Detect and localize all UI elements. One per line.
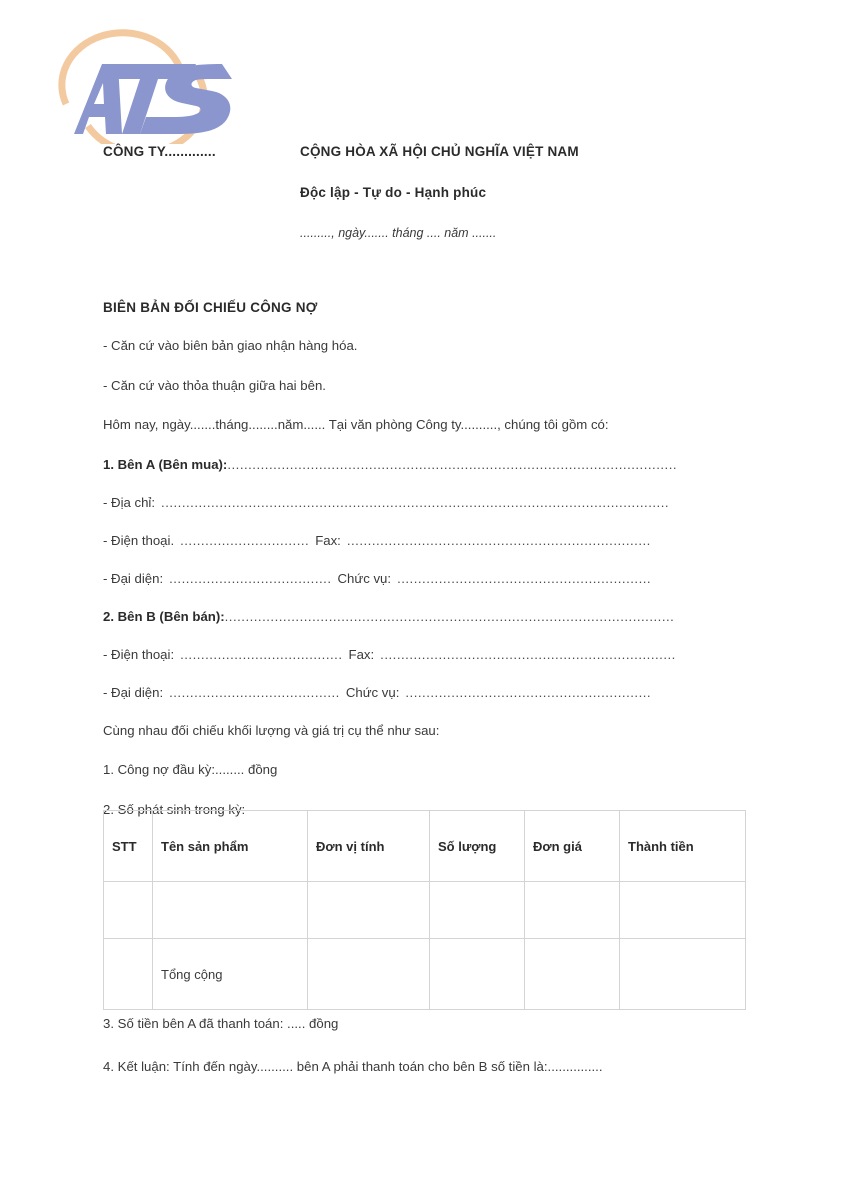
cell-total-unit-price[interactable] [525,939,620,1010]
party-a-heading-dots: ............................................................................................................ [227,456,678,472]
nation-motto: Độc lập - Tự do - Hạnh phúc [300,185,487,200]
cell-total-label: Tổng cộng [153,939,308,1010]
party-a-phone-dots: ............................... [180,532,310,548]
party-b-phone-row [103,647,745,662]
party-b-fax-dots: ....................................................................... [380,646,676,662]
party-a-heading-row [103,457,745,472]
cell-unit[interactable] [308,882,430,939]
party-a-position-dots: ............................................................. [397,570,652,586]
today-line: Hôm nay, ngày.......tháng........năm...... Tại văn phòng Công ty.........., chúng tôi gồm có: [103,417,609,432]
document-footer [103,1016,745,1101]
date-line: ........., ngày....... tháng .... năm ....... [300,226,497,240]
cell-product[interactable] [153,882,308,939]
cell-stt[interactable] [104,882,153,939]
preamble-line-1: - Căn cứ vào biên bản giao nhận hàng hóa. [103,338,358,353]
party-b-fax-label: Fax: [348,646,375,662]
column-header-unit: Đơn vị tính [308,811,430,882]
party-b-phone-label: - Điện thoại: [103,646,175,662]
party-a-phone-row [103,533,745,548]
product-table [103,810,746,1010]
party-a-fax-dots: ......................................................................... [346,532,651,548]
document-body [103,300,745,841]
cell-total-unit[interactable] [308,939,430,1010]
cell-total-quantity[interactable] [430,939,525,1010]
preamble-line-2: - Căn cứ vào thỏa thuận giữa hai bên. [103,377,326,393]
party-b-position-label: Chức vụ: [345,684,400,700]
party-a-rep-row [103,571,745,586]
party-b-heading: 2. Bên B (Bên bán): [103,608,225,624]
table-row-total [104,939,746,1010]
column-header-product: Tên sản phẩm [153,811,308,882]
party-b-rep-dots: ......................................... [169,684,340,700]
party-a-rep-label: - Đại diện: [103,570,164,586]
party-b-heading-dots: ............................................................................................................ [224,608,675,624]
table-row [104,882,746,939]
party-a-address-label: - Địa chỉ: [103,494,156,510]
nation-title: CỘNG HÒA XÃ HỘI CHỦ NGHĨA VIỆT NAM [300,144,579,159]
cell-amount[interactable] [620,882,746,939]
party-a-phone-label: - Điện thoại. [103,532,175,548]
cell-quantity[interactable] [430,882,525,939]
table-header-row [104,811,746,882]
cell-total-amount[interactable] [620,939,746,1010]
item-3-paid-amount: 3. Số tiền bên A đã thanh toán: ..... đồng [103,1016,339,1031]
column-header-amount: Thành tiền [620,811,746,882]
party-a-address-dots: .......................................................................................................................... [161,494,670,510]
party-a-heading: 1. Bên A (Bên mua): [103,456,228,472]
item-4-conclusion: 4. Kết luận: Tính đến ngày.......... bên A phải thanh toán cho bên B số tiền là:............... [103,1058,603,1074]
cell-unit-price[interactable] [525,882,620,939]
item-1-opening-debt: 1. Công nợ đầu kỳ:........ đồng [103,762,278,777]
party-b-rep-row [103,685,745,700]
party-a-fax-label: Fax: [315,532,341,548]
party-b-position-dots: ........................................................... [405,684,652,700]
ats-logo-svg [36,26,236,144]
page-title: BIÊN BẢN ĐỐI CHIẾU CÔNG NỢ [103,300,318,315]
cell-total-stt[interactable] [104,939,153,1010]
party-b-phone-dots: ....................................... [180,646,343,662]
party-a-position-label: Chức vụ: [337,570,392,586]
column-header-stt: STT [104,811,153,882]
national-header [300,144,720,240]
party-a-address-row [103,495,745,510]
column-header-quantity: Số lượng [430,811,525,882]
party-b-rep-label: - Đại diện: [103,684,164,700]
column-header-unit-price: Đơn giá [525,811,620,882]
ats-logo [36,26,236,144]
item-2-period-entries: 2. Số phát sinh trong kỳ: [103,801,246,817]
company-label: CÔNG TY............. [103,144,216,159]
party-b-heading-row [103,609,745,624]
product-table-wrap [103,810,745,1010]
compare-line: Cùng nhau đối chiếu khối lượng và giá trị cụ thể như sau: [103,722,440,738]
party-a-rep-dots: ....................................... [169,570,332,586]
